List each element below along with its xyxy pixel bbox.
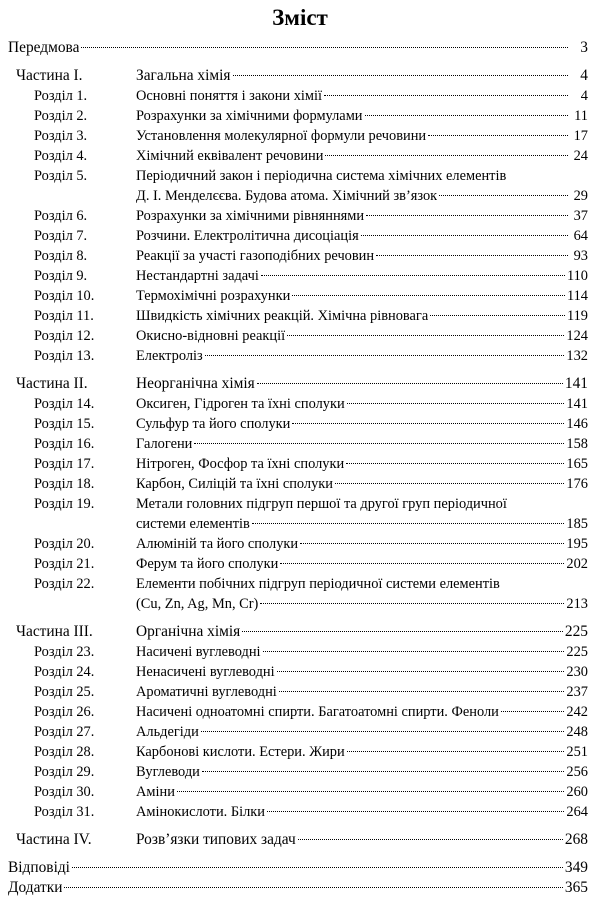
dot-leader xyxy=(194,443,564,444)
toc-entry[interactable] xyxy=(8,830,588,850)
toc-page-number: 4 xyxy=(580,67,588,84)
toc-entry[interactable] xyxy=(8,554,588,574)
toc-entry[interactable] xyxy=(8,38,588,58)
dot-leader xyxy=(263,651,565,652)
toc-page-number: 141 xyxy=(566,396,588,412)
toc-entry-title-continued: (Cu, Zn, Ag, Mn, Cr) xyxy=(136,596,259,612)
dot-leader xyxy=(252,523,565,524)
toc-page-number: 365 xyxy=(564,879,588,896)
toc-entry[interactable] xyxy=(8,374,588,394)
toc-entry-title: Метали головних підгруп першої та другої груп періодичної xyxy=(136,496,507,512)
section-label: Розділ 9. xyxy=(34,268,88,284)
toc-entry-title: Сульфур та його сполуки xyxy=(136,416,291,432)
section-label: Розділ 10. xyxy=(34,288,95,304)
toc-entry[interactable] xyxy=(8,594,588,614)
toc-entry-title: Ароматичні вуглеводні xyxy=(136,684,277,700)
section-label: Розділ 28. xyxy=(34,744,95,760)
toc-entry[interactable] xyxy=(8,514,588,534)
toc-entry-title: Вуглеводи xyxy=(136,764,200,780)
toc-entry-title: Розчини. Електролітична дисоціація xyxy=(136,228,359,244)
dot-leader xyxy=(300,543,564,544)
toc-entry[interactable] xyxy=(8,206,588,226)
chapter-label: Частина I. xyxy=(16,67,83,84)
dot-leader xyxy=(205,355,565,356)
dot-leader xyxy=(376,255,568,256)
dot-leader xyxy=(277,671,565,672)
toc-entry[interactable] xyxy=(8,742,588,762)
toc-entry-title: Розрахунки за хімічними формулами xyxy=(136,108,363,124)
section-label: Розділ 27. xyxy=(34,724,95,740)
toc-entry[interactable] xyxy=(8,702,588,722)
toc-page-number: 17 xyxy=(573,128,588,144)
section-label: Розділ 24. xyxy=(34,664,95,680)
dot-leader xyxy=(279,691,565,692)
dot-leader xyxy=(501,711,565,712)
section-label: Розділ 30. xyxy=(34,784,95,800)
toc-entry-title: Хімічний еквівалент речовини xyxy=(136,148,324,164)
toc-entry-title: Галогени xyxy=(136,436,193,452)
toc-entry-title: Реакції за участі газоподібних речовин xyxy=(136,248,375,264)
toc-entry[interactable] xyxy=(8,574,588,594)
toc-page-number: 260 xyxy=(566,784,588,800)
toc-entry[interactable] xyxy=(8,642,588,662)
chapter-label: Частина IV. xyxy=(16,831,92,848)
dot-leader xyxy=(347,403,565,404)
dot-leader xyxy=(292,295,565,296)
toc-page-number: 165 xyxy=(566,456,588,472)
toc-entry[interactable] xyxy=(8,86,588,106)
toc-entry-title: Передмова xyxy=(8,39,80,56)
dot-leader xyxy=(72,867,563,868)
toc-entry[interactable] xyxy=(8,226,588,246)
toc-page-number: 202 xyxy=(566,556,588,572)
dot-leader xyxy=(202,771,565,772)
toc-entry-title: Додатки xyxy=(8,879,63,896)
toc-entry[interactable] xyxy=(8,414,588,434)
toc-page-number: 349 xyxy=(564,859,588,876)
section-label: Розділ 15. xyxy=(34,416,95,432)
toc-entry-title: Періодичний закон і періодична система хімічних елементів xyxy=(136,168,507,184)
section-label: Розділ 23. xyxy=(34,644,95,660)
toc-entry-title: Нестандартні задачі xyxy=(136,268,259,284)
dot-leader xyxy=(366,215,568,216)
toc-entry-title: Нітроген, Фосфор та їхні сполуки xyxy=(136,456,345,472)
toc-page-number: 3 xyxy=(580,39,588,56)
section-label: Розділ 14. xyxy=(34,396,95,412)
dot-leader xyxy=(324,95,568,96)
dot-leader xyxy=(335,483,564,484)
toc-entry[interactable] xyxy=(8,454,588,474)
dot-leader xyxy=(428,135,568,136)
dot-leader xyxy=(233,75,568,76)
toc-page-number: 176 xyxy=(566,476,588,492)
page-title: Зміст xyxy=(272,5,328,30)
dot-leader xyxy=(347,751,565,752)
toc-entry[interactable] xyxy=(8,802,588,822)
toc-entry[interactable] xyxy=(8,394,588,414)
toc-page-number: 29 xyxy=(573,188,588,204)
toc-entry[interactable] xyxy=(8,858,588,878)
dot-leader xyxy=(260,603,564,604)
toc-page-number: 141 xyxy=(564,375,588,392)
section-label: Розділ 25. xyxy=(34,684,95,700)
toc-entry-title: Елементи побічних підгруп періодичної системи елементів xyxy=(136,576,500,592)
toc-entry[interactable] xyxy=(8,266,588,286)
toc-page-number: 64 xyxy=(573,228,588,244)
toc-gap xyxy=(8,850,588,858)
section-label: Розділ 11. xyxy=(34,308,94,324)
toc-page-number: 225 xyxy=(564,623,588,640)
toc-entry-title: Установлення молекулярної формули речовини xyxy=(136,128,427,144)
toc-entry-title: Неорганічна хімія xyxy=(136,375,255,392)
dot-leader xyxy=(430,315,565,316)
toc-page-number: 251 xyxy=(566,744,588,760)
toc-entry-title: Загальна хімія xyxy=(136,67,231,84)
toc-page-number: 37 xyxy=(573,208,588,224)
toc-entry[interactable] xyxy=(8,186,588,206)
toc-entry[interactable] xyxy=(8,106,588,126)
toc-entry-title: Оксиген, Гідроген та їхні сполуки xyxy=(136,396,345,412)
chapter-label: Частина III. xyxy=(16,623,93,640)
toc-page-number: 146 xyxy=(566,416,588,432)
toc-page-number: 213 xyxy=(566,596,588,612)
toc-entry[interactable] xyxy=(8,762,588,782)
toc-entry-title: Насичені одноатомні спирти. Багатоатомні спирти. Феноли xyxy=(136,704,499,720)
toc-entry[interactable] xyxy=(8,494,588,514)
toc-entry-title: Основні поняття і закони хімії xyxy=(136,88,323,104)
toc-entry[interactable] xyxy=(8,166,588,186)
toc-gap xyxy=(8,614,588,622)
dot-leader xyxy=(365,115,569,116)
toc-entry[interactable] xyxy=(8,246,588,266)
section-label: Розділ 8. xyxy=(34,248,88,264)
toc-entry[interactable] xyxy=(8,534,588,554)
toc-entry-title: Швидкість хімічних реакцій. Хімічна рівновага xyxy=(136,308,429,324)
toc-entry[interactable] xyxy=(8,474,588,494)
section-label: Розділ 31. xyxy=(34,804,95,820)
toc-entry-title: Амінокислоти. Білки xyxy=(136,804,265,820)
section-label: Розділ 1. xyxy=(34,88,88,104)
toc-page-number: 230 xyxy=(566,664,588,680)
dot-leader xyxy=(242,631,563,632)
toc-entry-title: Алюміній та його сполуки xyxy=(136,536,299,552)
toc-entry-title: Альдегіди xyxy=(136,724,199,740)
dot-leader xyxy=(298,839,563,840)
toc-entry-title: Електроліз xyxy=(136,348,203,364)
dot-leader xyxy=(261,275,565,276)
toc-entry[interactable] xyxy=(8,306,588,326)
table-of-contents xyxy=(8,38,588,898)
toc-entry-title: Розрахунки за хімічними рівняннями xyxy=(136,208,365,224)
section-label: Розділ 21. xyxy=(34,556,95,572)
toc-entry-title: Розв’язки типових задач xyxy=(136,831,296,848)
section-label: Розділ 20. xyxy=(34,536,95,552)
toc-page-number: 132 xyxy=(566,348,588,364)
toc-entry-title: Карбонові кислоти. Естери. Жири xyxy=(136,744,345,760)
toc-entry-title: Органічна хімія xyxy=(136,623,241,640)
toc-entry[interactable] xyxy=(8,434,588,454)
toc-entry[interactable] xyxy=(8,146,588,166)
section-label: Розділ 5. xyxy=(34,168,88,184)
toc-entry-title-continued: системи елементів xyxy=(136,516,250,532)
section-label: Розділ 13. xyxy=(34,348,95,364)
toc-entry[interactable] xyxy=(8,782,588,802)
toc-gap xyxy=(8,822,588,830)
toc-entry[interactable] xyxy=(8,346,588,366)
toc-page-number: 256 xyxy=(566,764,588,780)
section-label: Розділ 26. xyxy=(34,704,95,720)
toc-page-number: 24 xyxy=(573,148,588,164)
toc-entry-title: Карбон, Силіцій та їхні сполуки xyxy=(136,476,333,492)
section-label: Розділ 19. xyxy=(34,496,95,512)
section-label: Розділ 6. xyxy=(34,208,88,224)
toc-entry[interactable] xyxy=(8,126,588,146)
toc-page-number: 119 xyxy=(566,308,588,324)
toc-page-number: 242 xyxy=(566,704,588,720)
section-label: Розділ 2. xyxy=(34,108,88,124)
toc-entry[interactable] xyxy=(8,286,588,306)
dot-leader xyxy=(280,563,564,564)
toc-page-number: 124 xyxy=(566,328,588,344)
section-label: Розділ 29. xyxy=(34,764,95,780)
dot-leader xyxy=(201,731,565,732)
toc-entry-title: Відповіді xyxy=(8,859,70,876)
dot-leader xyxy=(346,463,564,464)
toc-page-number: 248 xyxy=(566,724,588,740)
toc-page-number: 110 xyxy=(566,268,588,284)
toc-entry-title: Ненасичені вуглеводні xyxy=(136,664,275,680)
toc-page-number: 237 xyxy=(566,684,588,700)
dot-leader xyxy=(325,155,568,156)
toc-page-number: 114 xyxy=(566,288,588,304)
toc-gap xyxy=(8,58,588,66)
toc-page-number: 268 xyxy=(564,831,588,848)
section-label: Розділ 18. xyxy=(34,476,95,492)
section-label: Розділ 22. xyxy=(34,576,95,592)
toc-page-number: 93 xyxy=(573,248,588,264)
toc-gap xyxy=(8,366,588,374)
toc-entry[interactable] xyxy=(8,66,588,86)
toc-page-number: 225 xyxy=(566,644,588,660)
dot-leader xyxy=(64,887,562,888)
dot-leader xyxy=(81,47,568,48)
section-label: Розділ 16. xyxy=(34,436,95,452)
toc-entry-title: Аміни xyxy=(136,784,175,800)
section-label: Розділ 17. xyxy=(34,456,95,472)
section-label: Розділ 3. xyxy=(34,128,88,144)
section-label: Розділ 12. xyxy=(34,328,95,344)
toc-entry-title-continued: Д. І. Менделєєва. Будова атома. Хімічний зв’язок xyxy=(136,188,438,204)
toc-entry[interactable] xyxy=(8,662,588,682)
dot-leader xyxy=(361,235,568,236)
toc-entry-title: Термохімічні розрахунки xyxy=(136,288,291,304)
dot-leader xyxy=(267,811,564,812)
dot-leader xyxy=(287,335,564,336)
toc-entry[interactable] xyxy=(8,682,588,702)
toc-page-number: 158 xyxy=(566,436,588,452)
toc-page-number: 195 xyxy=(566,536,588,552)
dot-leader xyxy=(292,423,564,424)
chapter-label: Частина II. xyxy=(16,375,88,392)
toc-page-number: 264 xyxy=(566,804,588,820)
dot-leader xyxy=(439,195,568,196)
section-label: Розділ 7. xyxy=(34,228,88,244)
toc-entry-title: Ферум та його сполуки xyxy=(136,556,279,572)
toc-page-number: 185 xyxy=(566,516,588,532)
toc-entry-title: Насичені вуглеводні xyxy=(136,644,261,660)
toc-entry-title: Окисно-відновні реакції xyxy=(136,328,286,344)
toc-entry[interactable] xyxy=(8,326,588,346)
toc-entry[interactable] xyxy=(8,722,588,742)
dot-leader xyxy=(257,383,563,384)
section-label: Розділ 4. xyxy=(34,148,88,164)
toc-entry[interactable] xyxy=(8,878,588,898)
toc-page-number: 11 xyxy=(574,108,588,124)
toc-entry[interactable] xyxy=(8,622,588,642)
toc-page-number: 4 xyxy=(580,88,588,104)
dot-leader xyxy=(177,791,565,792)
